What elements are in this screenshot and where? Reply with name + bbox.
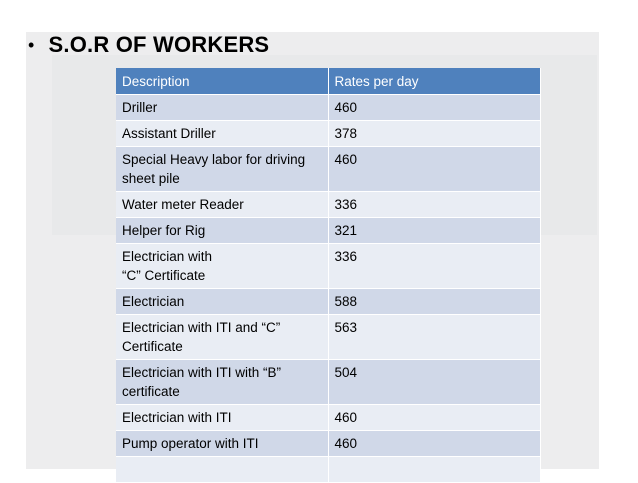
cell-description: Electrician with ITI	[116, 405, 328, 431]
cell-rate: 460	[328, 95, 540, 121]
cell-rate: 460	[328, 147, 540, 192]
bullet-icon: •	[28, 34, 35, 55]
cell-rate: 321	[328, 218, 540, 244]
table-row	[116, 218, 540, 244]
cell-description: Electrician with ITI and “C” Certificate	[116, 315, 328, 360]
table-row	[116, 431, 540, 457]
cell-rate: 460	[328, 431, 540, 457]
cell-description: Pump operator with ITI	[116, 431, 328, 457]
table-row	[116, 244, 540, 289]
cell-description: Special Heavy labor for driving sheet pile	[116, 147, 328, 192]
cell-description: Water meter Reader	[116, 192, 328, 218]
table-row	[116, 289, 540, 315]
table-row	[116, 405, 540, 431]
cell-rate: 336	[328, 244, 540, 289]
table-row	[116, 95, 540, 121]
rates-table	[116, 68, 541, 483]
cell-description: Driller	[116, 95, 328, 121]
cell-description: Electrician with “C” Certificate	[116, 244, 328, 289]
cell-rate: 378	[328, 121, 540, 147]
slide-title	[28, 32, 269, 58]
cell-rate: 460	[328, 405, 540, 431]
cell-rate: 504	[328, 360, 540, 405]
cell-description: Assistant Driller	[116, 121, 328, 147]
column-header-rate: Rates per day	[328, 68, 540, 95]
cell-rate: 336	[328, 192, 540, 218]
cell-description: Helper for Rig	[116, 218, 328, 244]
cell-rate: 588	[328, 289, 540, 315]
table-row	[116, 360, 540, 405]
table-row	[116, 192, 540, 218]
cell-description: Electrician	[116, 289, 328, 315]
column-header-description: Description	[116, 68, 328, 95]
cell-description: Electrician with ITI with “B” certificate	[116, 360, 328, 405]
cell-rate: 563	[328, 315, 540, 360]
table-row	[116, 147, 540, 192]
table-row	[116, 121, 540, 147]
table-row	[116, 315, 540, 360]
table-header-row	[116, 68, 540, 95]
slide-title-text: S.O.R OF WORKERS	[48, 32, 270, 57]
